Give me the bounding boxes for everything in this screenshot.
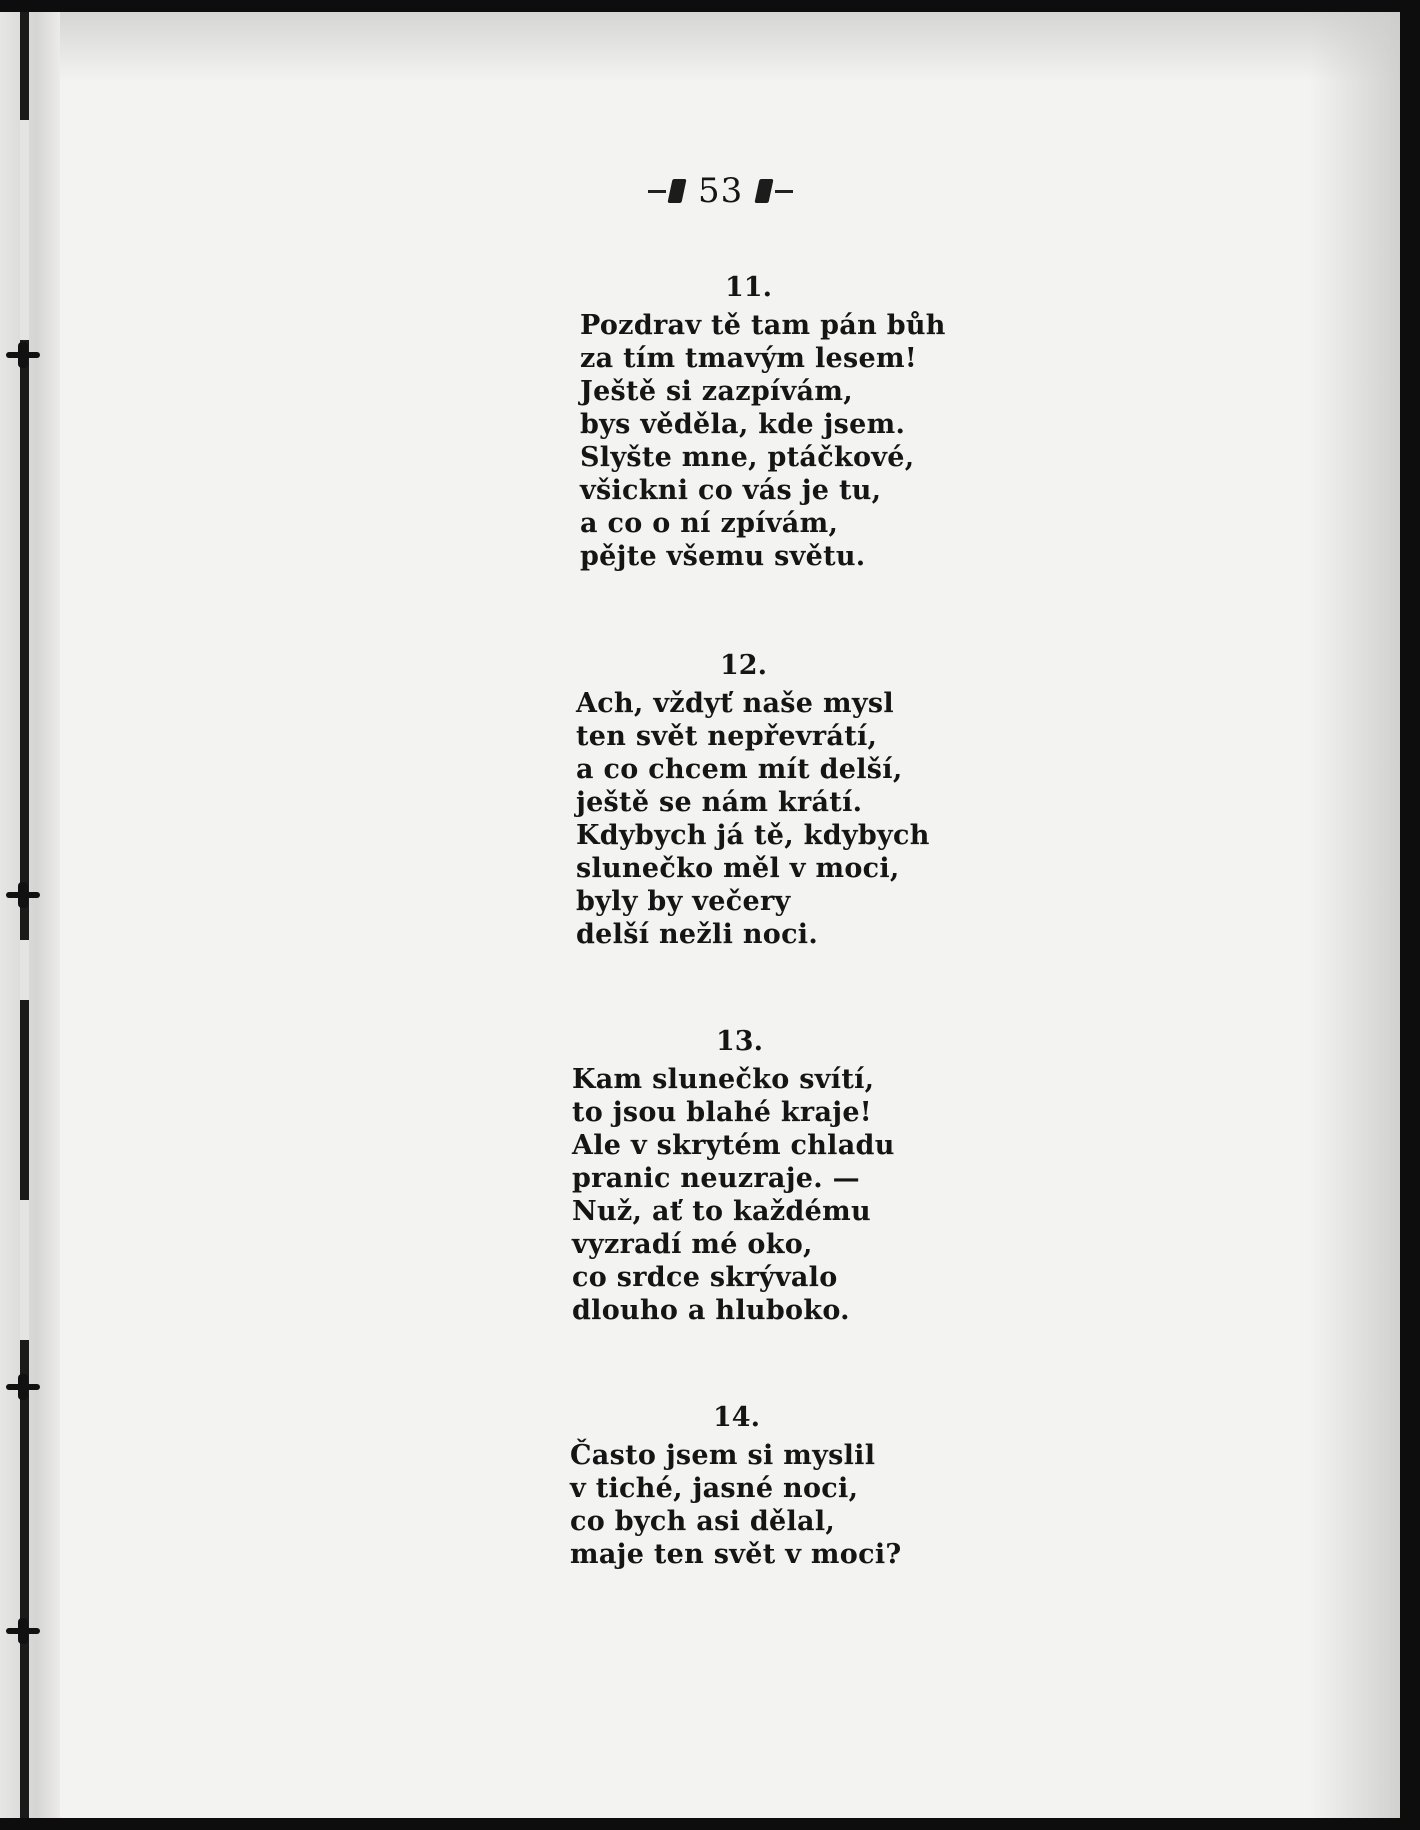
poem-line: slunečko měl v moci, <box>576 853 900 884</box>
poem-line: maje ten svět v moci? <box>570 1539 902 1570</box>
poem-number: 11. <box>725 272 772 303</box>
poem-line: pějte všemu světu. <box>580 541 866 572</box>
poem-line: Kam slunečko svítí, <box>572 1064 875 1095</box>
page-number: 53 <box>698 171 744 211</box>
poem-line: bys věděla, kde jsem. <box>580 409 906 440</box>
poem-lines <box>576 687 930 951</box>
poem-line: a co o ní zpívám, <box>580 508 839 539</box>
poem-line: v tiché, jasné noci, <box>570 1473 859 1504</box>
poem-line: Kdybych já tě, kdybych <box>576 820 930 851</box>
poem-line: Ještě si zazpívám, <box>580 376 853 407</box>
poem-line: Často jsem si myslil <box>570 1440 876 1471</box>
ornament-left <box>667 179 686 203</box>
poem-line: Slyšte mne, ptáčkové, <box>580 442 915 473</box>
poem-line: co bych asi dělal, <box>570 1506 836 1537</box>
poem-line: Nuž, ať to každému <box>572 1196 871 1227</box>
ornament-dash-right <box>775 190 793 193</box>
poem-lines <box>570 1439 902 1571</box>
poem-line: ten svět nepřevrátí, <box>576 721 878 752</box>
poem-line: byly by večery <box>576 886 791 917</box>
poem-lines <box>580 309 946 573</box>
poem-line: delší nežli noci. <box>576 919 819 950</box>
poem-lines <box>572 1063 895 1327</box>
ornament-dash-left <box>648 190 666 193</box>
poem-number: 12. <box>720 650 767 681</box>
poem-line: dlouho a hluboko. <box>572 1295 850 1326</box>
poem-line: co srdce skrývalo <box>572 1262 838 1293</box>
poem-line: za tím tmavým lesem! <box>580 343 918 374</box>
poem-line: Ach, vždyť naše mysl <box>576 688 894 719</box>
page-header <box>648 166 793 216</box>
poem-number: 14. <box>713 1402 760 1433</box>
poem-number: 13. <box>716 1026 763 1057</box>
poem-line: Pozdrav tě tam pán bůh <box>580 310 946 341</box>
poem-line: Ale v skrytém chladu <box>572 1130 895 1161</box>
ornament-right <box>755 179 774 203</box>
poem-line: ještě se nám krátí. <box>576 787 863 818</box>
poem-line: pranic neuzraje. — <box>572 1163 860 1194</box>
poem-line: to jsou blahé kraje! <box>572 1097 872 1128</box>
poem-line: všickni co vás je tu, <box>580 475 882 506</box>
poem-line: vyzradí mé oko, <box>572 1229 813 1260</box>
poem-line: a co chcem mít delší, <box>576 754 903 785</box>
